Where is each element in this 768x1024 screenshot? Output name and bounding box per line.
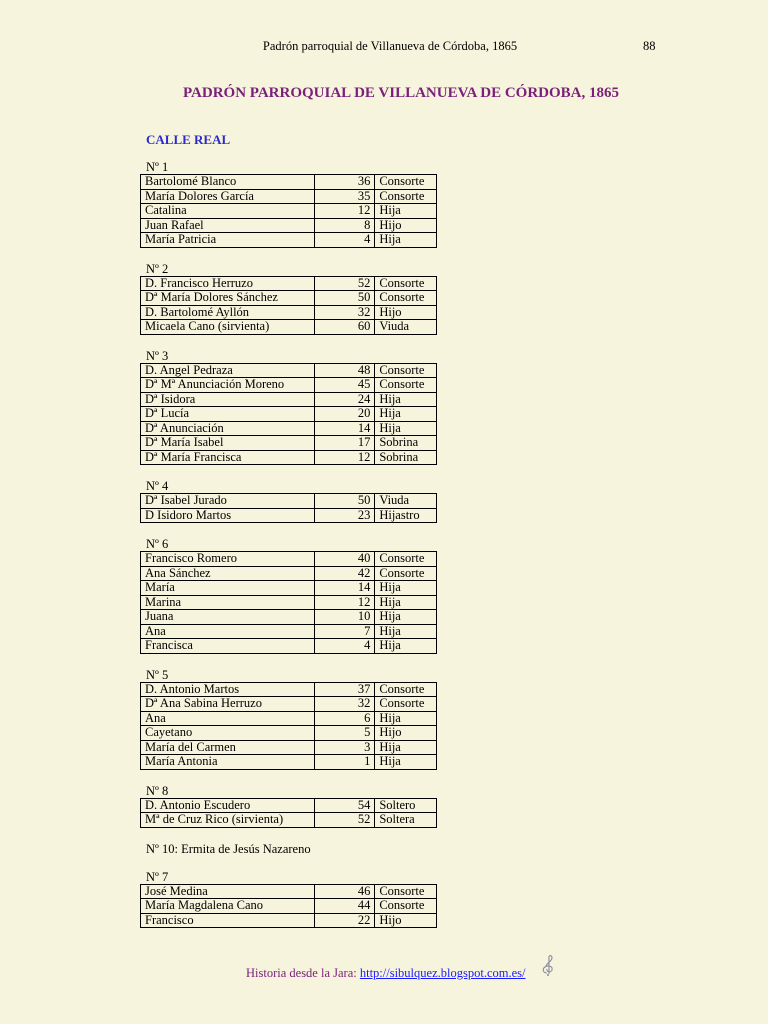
resident-name: Ana Sánchez [141,566,315,581]
table-row [141,899,437,914]
resident-name: José Medina [141,884,315,899]
resident-name: D. Bartolomé Ayllón [141,305,315,320]
resident-name: Juana [141,610,315,625]
table-row [141,755,437,770]
resident-age: 7 [314,624,375,639]
resident-name: María del Carmen [141,740,315,755]
resident-relation: Consorte [375,697,437,712]
resident-name: María Magdalena Cano [141,899,315,914]
resident-relation: Consorte [375,552,437,567]
household-table [140,884,437,929]
house-block [140,349,440,466]
resident-name: Dª Lucía [141,407,315,422]
resident-age: 22 [314,913,375,928]
page-header [0,39,768,57]
resident-relation: Consorte [375,899,437,914]
resident-age: 52 [314,276,375,291]
resident-age: 54 [314,798,375,813]
resident-name: María Dolores García [141,189,315,204]
resident-relation: Consorte [375,378,437,393]
house-block [140,870,440,929]
resident-relation: Hijo [375,726,437,741]
house-number: Nº 5 [146,667,169,682]
resident-age: 5 [314,726,375,741]
resident-name: Ana [141,711,315,726]
resident-relation: Consorte [375,566,437,581]
resident-relation: Hija [375,639,437,654]
resident-relation: Viuda [375,320,437,335]
resident-relation: Hijo [375,218,437,233]
resident-name: Cayetano [141,726,315,741]
resident-age: 4 [314,639,375,654]
resident-relation: Hija [375,407,437,422]
resident-relation: Hijo [375,305,437,320]
table-row [141,233,437,248]
resident-relation: Sobrina [375,450,437,465]
house-number: Nº 6 [146,537,169,551]
resident-name: Dª María Francisca [141,450,315,465]
household-table [140,798,437,828]
resident-name: Dª María Dolores Sánchez [141,291,315,306]
footer-link[interactable]: http://sibulquez.blogspot.com.es/ [359,966,526,980]
resident-relation: Hijo [375,913,437,928]
household-table [140,174,437,248]
table-row [141,508,437,523]
house-block [140,160,440,248]
resident-name: Francisco Romero [141,552,315,567]
table-row [141,798,437,813]
table-row [141,291,437,306]
resident-name: María Patricia [141,233,315,248]
resident-age: 44 [314,899,375,914]
house-block [140,262,440,335]
resident-age: 12 [314,595,375,610]
table-row [141,595,437,610]
resident-age: 24 [314,392,375,407]
household-table [140,682,437,770]
running-title: Padrón parroquial de Villanueva de Córdoba, 1865 [262,39,518,53]
resident-age: 36 [314,175,375,190]
resident-age: 48 [314,363,375,378]
resident-age: 52 [314,813,375,828]
table-row [141,552,437,567]
table-row [141,305,437,320]
house-block [140,479,440,523]
resident-name: Dª Isabel Jurado [141,494,315,509]
house-number: Nº 2 [146,261,169,276]
table-row [141,697,437,712]
table-row [141,378,437,393]
resident-name: Bartolomé Blanco [141,175,315,190]
resident-relation: Hija [375,581,437,596]
resident-age: 45 [314,378,375,393]
table-row [141,913,437,928]
resident-name: D. Angel Pedraza [141,363,315,378]
resident-age: 4 [314,233,375,248]
resident-name: Dª Mª Anunciación Moreno [141,378,315,393]
footer-text: Historia desde la Jara: [246,966,360,980]
resident-relation: Hija [375,610,437,625]
resident-name: Marina [141,595,315,610]
resident-age: 1 [314,755,375,770]
table-row [141,450,437,465]
resident-name: Francisca [141,639,315,654]
census-content [140,160,440,942]
resident-age: 14 [314,581,375,596]
resident-age: 14 [314,421,375,436]
resident-age: 8 [314,218,375,233]
resident-relation: Hija [375,624,437,639]
resident-name: Dª Ana Sabina Herruzo [141,697,315,712]
document-title: PADRÓN PARROQUIAL DE VILLANUEVA DE CÓRDOBA, 1865 [182,85,620,101]
table-row [141,624,437,639]
resident-name: Juan Rafael [141,218,315,233]
resident-name: Mª de Cruz Rico (sirvienta) [141,813,315,828]
house-block [140,537,440,654]
resident-age: 37 [314,682,375,697]
house-number: Nº 7 [146,869,169,884]
resident-name: Catalina [141,204,315,219]
resident-name: Dª Isidora [141,392,315,407]
table-row [141,682,437,697]
resident-age: 10 [314,610,375,625]
resident-name: D. Antonio Escudero [141,798,315,813]
resident-name: María Antonia [141,755,315,770]
resident-relation: Hija [375,204,437,219]
resident-age: 12 [314,450,375,465]
resident-age: 42 [314,566,375,581]
table-row [141,189,437,204]
table-row [141,494,437,509]
resident-age: 46 [314,884,375,899]
resident-relation: Consorte [375,175,437,190]
resident-relation: Consorte [375,363,437,378]
resident-age: 50 [314,494,375,509]
table-row [141,320,437,335]
resident-relation: Hija [375,740,437,755]
resident-relation: Consorte [375,276,437,291]
resident-relation: Hija [375,595,437,610]
table-row [141,175,437,190]
treble-clef-icon [538,954,560,976]
table-row [141,566,437,581]
table-row [141,436,437,451]
footer [246,966,525,981]
resident-name: Ana [141,624,315,639]
resident-age: 40 [314,552,375,567]
resident-name: D. Francisco Herruzo [141,276,315,291]
resident-relation: Consorte [375,682,437,697]
resident-age: 23 [314,508,375,523]
resident-name: D. Antonio Martos [141,682,315,697]
resident-relation: Viuda [375,494,437,509]
resident-age: 32 [314,305,375,320]
resident-relation: Hija [375,711,437,726]
table-row [141,740,437,755]
resident-relation: Hija [375,233,437,248]
table-row [141,204,437,219]
house-number: Nº 3 [146,348,169,363]
table-row [141,884,437,899]
resident-name: Francisco [141,913,315,928]
house-note: Nº 10: Ermita de Jesús Nazareno [146,841,311,856]
table-row [141,363,437,378]
house-number: Nº 8 [146,783,169,798]
resident-age: 12 [314,204,375,219]
resident-relation: Hija [375,421,437,436]
resident-relation: Consorte [375,291,437,306]
table-row [141,392,437,407]
table-row [141,639,437,654]
resident-relation: Consorte [375,884,437,899]
resident-relation: Soltero [375,798,437,813]
resident-relation: Hija [375,392,437,407]
page-number: 88 [643,39,656,53]
table-row [141,610,437,625]
household-table [140,363,437,466]
resident-age: 32 [314,697,375,712]
household-table [140,493,437,523]
house-number: Nº 4 [146,479,169,493]
resident-age: 35 [314,189,375,204]
table-row [141,218,437,233]
resident-name: D Isidoro Martos [141,508,315,523]
resident-age: 20 [314,407,375,422]
resident-name: Micaela Cano (sirvienta) [141,320,315,335]
house-block [140,784,440,828]
household-table [140,276,437,335]
resident-age: 60 [314,320,375,335]
resident-age: 6 [314,711,375,726]
table-row [141,276,437,291]
table-row [141,711,437,726]
table-row [141,407,437,422]
house-number: Nº 1 [146,160,169,174]
house-block [140,668,440,770]
resident-relation: Sobrina [375,436,437,451]
household-table [140,551,437,654]
resident-relation: Hija [375,755,437,770]
resident-age: 50 [314,291,375,306]
resident-name: Dª María Isabel [141,436,315,451]
street-heading: CALLE REAL [146,132,231,147]
resident-relation: Soltera [375,813,437,828]
resident-name: Dª Anunciación [141,421,315,436]
resident-name: María [141,581,315,596]
resident-age: 17 [314,436,375,451]
table-row [141,726,437,741]
table-row [141,581,437,596]
resident-relation: Hijastro [375,508,437,523]
resident-relation: Consorte [375,189,437,204]
resident-age: 3 [314,740,375,755]
table-row [141,813,437,828]
table-row [141,421,437,436]
